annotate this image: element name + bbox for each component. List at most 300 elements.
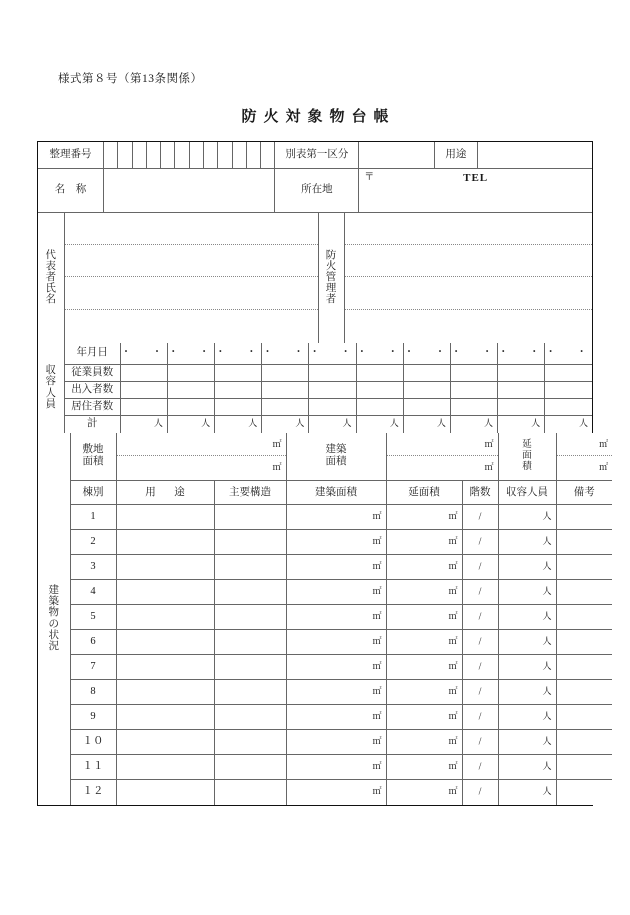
table-row: [38, 755, 612, 780]
label-site-area: 敷地 面積: [70, 433, 116, 481]
unit-slash: /: [478, 586, 482, 598]
unit-person: 人: [542, 561, 552, 572]
label-registration-number: 整理番号: [38, 142, 103, 168]
cell-building-no: 3: [70, 555, 116, 580]
table-row: [38, 705, 612, 730]
cell-capacity[interactable]: [498, 680, 556, 705]
name-address-row: [38, 168, 592, 212]
unit-square-meter: ㎡: [448, 761, 458, 772]
cell-main-structure[interactable]: [214, 755, 286, 780]
capacity-row-date: [38, 343, 592, 365]
cell-building-no: 7: [70, 655, 116, 680]
cell-building-no: 9: [70, 705, 116, 730]
cell-building-area[interactable]: [286, 655, 386, 680]
capacity-date-cell[interactable]: ・ ・: [498, 343, 545, 365]
cell-usage[interactable]: [116, 755, 214, 780]
registration-box[interactable]: [146, 142, 160, 168]
unit-square-meter: ㎡: [372, 586, 382, 597]
cell-usage[interactable]: [116, 730, 214, 755]
form-number: 様式第８号（第13条関係）: [58, 73, 203, 85]
cell-usage[interactable]: [116, 555, 214, 580]
unit-square-meter: ㎡: [484, 462, 494, 473]
unit-square-meter: ㎡: [372, 661, 382, 672]
capacity-cell[interactable]: [498, 399, 545, 416]
capacity-cell[interactable]: [403, 382, 450, 399]
cell-main-structure[interactable]: [214, 655, 286, 680]
cell-building-area[interactable]: [286, 505, 386, 530]
capacity-cell[interactable]: [262, 399, 309, 416]
cell-total-floor-area[interactable]: [386, 580, 462, 605]
cell-capacity[interactable]: [498, 730, 556, 755]
label-capacity-visitors: 出入者数: [64, 382, 120, 399]
cell-total-floor-area[interactable]: [386, 730, 462, 755]
site-area-field[interactable]: [116, 433, 286, 481]
unit-slash: /: [478, 636, 482, 648]
label-usage: 用途: [434, 142, 477, 168]
unit-slash: /: [478, 761, 482, 773]
unit-person: 人: [542, 761, 552, 772]
cell-floors[interactable]: [462, 730, 498, 755]
cell-capacity[interactable]: [498, 705, 556, 730]
cell-building-area[interactable]: [286, 780, 386, 805]
cell-floors[interactable]: [462, 655, 498, 680]
cell-floors[interactable]: [462, 630, 498, 655]
registration-box[interactable]: [203, 142, 217, 168]
unit-square-meter: ㎡: [599, 439, 609, 450]
label-fire-manager: 防 火 管 理 者: [318, 213, 344, 343]
table-row: [38, 555, 612, 580]
fire-manager-field[interactable]: [344, 213, 592, 343]
building-area-field[interactable]: [386, 433, 498, 481]
unit-person: 人: [542, 661, 552, 672]
cell-main-structure[interactable]: [214, 505, 286, 530]
capacity-cell[interactable]: [262, 365, 309, 382]
unit-square-meter: ㎡: [372, 536, 382, 547]
capacity-date-cell[interactable]: ・ ・: [262, 343, 309, 365]
unit-person: 人: [542, 511, 552, 522]
capacity-total-cell[interactable]: [262, 416, 309, 433]
cell-total-floor-area[interactable]: [386, 755, 462, 780]
capacity-date-cell[interactable]: ・ ・: [450, 343, 497, 365]
unit-slash: /: [478, 786, 482, 798]
capacity-cell[interactable]: [262, 382, 309, 399]
cell-main-structure[interactable]: [214, 680, 286, 705]
cell-building-area[interactable]: [286, 680, 386, 705]
capacity-cell[interactable]: [450, 365, 497, 382]
representative-line[interactable]: [65, 310, 318, 343]
address-value[interactable]: [359, 168, 592, 212]
registration-box[interactable]: [175, 142, 189, 168]
capacity-cell[interactable]: [167, 399, 214, 416]
site-area-value[interactable]: [117, 433, 286, 456]
cell-remarks[interactable]: [556, 680, 612, 705]
cell-remarks[interactable]: [556, 530, 612, 555]
cell-main-structure[interactable]: [214, 555, 286, 580]
label-capacity-residents: 居住者数: [64, 399, 120, 416]
cell-main-structure[interactable]: [214, 605, 286, 630]
cell-usage[interactable]: [116, 680, 214, 705]
cell-total-floor-area[interactable]: [386, 630, 462, 655]
building-header-row: [38, 481, 612, 505]
cell-usage[interactable]: [116, 580, 214, 605]
unit-square-meter: ㎡: [372, 561, 382, 572]
cell-building-area[interactable]: [286, 555, 386, 580]
label-total-floor-area: 延 面 積: [498, 433, 556, 481]
cell-building-no: 8: [70, 680, 116, 705]
building-area-value[interactable]: [387, 433, 498, 456]
cell-building-no: 6: [70, 630, 116, 655]
cell-main-structure[interactable]: [214, 780, 286, 805]
building-table: [38, 433, 612, 805]
registration-box[interactable]: [103, 142, 117, 168]
label-capacity: 収 容 人 員: [38, 343, 64, 433]
unit-square-meter: ㎡: [448, 711, 458, 722]
cell-total-floor-area[interactable]: [386, 705, 462, 730]
col-header-main-structure: 主要構造: [214, 481, 286, 505]
cell-usage[interactable]: [116, 605, 214, 630]
capacity-total-cell[interactable]: [120, 416, 167, 433]
cell-remarks[interactable]: [556, 605, 612, 630]
cell-remarks[interactable]: [556, 655, 612, 680]
capacity-row-residents: [38, 399, 592, 416]
representative-name-field[interactable]: [64, 213, 318, 343]
unit-square-meter: ㎡: [448, 611, 458, 622]
cell-usage[interactable]: [116, 505, 214, 530]
unit-square-meter: ㎡: [448, 686, 458, 697]
capacity-cell[interactable]: [309, 399, 356, 416]
capacity-cell[interactable]: [356, 365, 403, 382]
cell-building-area[interactable]: [286, 580, 386, 605]
unit-square-meter: ㎡: [448, 561, 458, 572]
label-appendix-category: 別表第一区分: [275, 142, 359, 168]
cell-total-floor-area[interactable]: [386, 605, 462, 630]
cell-floors[interactable]: [462, 680, 498, 705]
unit-square-meter: ㎡: [448, 586, 458, 597]
capacity-total-cell[interactable]: [215, 416, 262, 433]
unit-square-meter: ㎡: [372, 511, 382, 522]
capacity-total-cell[interactable]: [403, 416, 450, 433]
capacity-cell[interactable]: [450, 382, 497, 399]
unit-square-meter: ㎡: [448, 736, 458, 747]
cell-remarks[interactable]: [556, 505, 612, 530]
label-name: 名 称: [38, 168, 103, 212]
total-floor-area-field[interactable]: [556, 433, 612, 481]
representative-line[interactable]: [65, 245, 318, 277]
col-header-capacity: 収容人員: [498, 481, 556, 505]
cell-floors[interactable]: [462, 505, 498, 530]
capacity-cell[interactable]: [403, 365, 450, 382]
unit-person: 人: [248, 418, 258, 429]
cell-building-no: 1: [70, 505, 116, 530]
identification-table: [38, 142, 592, 213]
capacity-cell[interactable]: [498, 382, 545, 399]
usage-value[interactable]: [477, 142, 592, 168]
capacity-date-cell[interactable]: ・ ・: [545, 343, 592, 365]
cell-remarks[interactable]: [556, 730, 612, 755]
capacity-total-cell[interactable]: [450, 416, 497, 433]
capacity-cell[interactable]: [215, 365, 262, 382]
capacity-cell[interactable]: [167, 382, 214, 399]
label-building-area: 建築 面積: [286, 433, 386, 481]
registration-box[interactable]: [132, 142, 146, 168]
cell-remarks[interactable]: [556, 580, 612, 605]
capacity-total-cell[interactable]: [545, 416, 592, 433]
fire-manager-line[interactable]: [345, 310, 593, 343]
unit-slash: /: [478, 536, 482, 548]
registration-box[interactable]: [189, 142, 203, 168]
cell-capacity[interactable]: [498, 755, 556, 780]
capacity-date-cell[interactable]: ・ ・: [167, 343, 214, 365]
capacity-date-cell[interactable]: ・ ・: [215, 343, 262, 365]
cell-usage[interactable]: [116, 780, 214, 805]
unit-square-meter: ㎡: [448, 636, 458, 647]
unit-slash: /: [478, 611, 482, 623]
unit-square-meter: ㎡: [372, 761, 382, 772]
capacity-row-visitors: [38, 382, 592, 399]
capacity-total-cell[interactable]: [356, 416, 403, 433]
site-area-value[interactable]: [117, 456, 286, 479]
cell-floors[interactable]: [462, 530, 498, 555]
registration-box[interactable]: [246, 142, 260, 168]
cell-usage[interactable]: [116, 705, 214, 730]
unit-person: 人: [542, 786, 552, 797]
capacity-total-cell[interactable]: [309, 416, 356, 433]
cell-building-no: １１: [70, 755, 116, 780]
persons-table: [38, 213, 592, 343]
cell-main-structure[interactable]: [214, 530, 286, 555]
col-header-remarks: 備考: [556, 481, 612, 505]
cell-building-area[interactable]: [286, 755, 386, 780]
unit-person: 人: [201, 418, 211, 429]
fire-manager-line[interactable]: [345, 245, 593, 277]
cell-main-structure[interactable]: [214, 580, 286, 605]
unit-person: 人: [295, 418, 305, 429]
postal-mark-icon: 〒: [364, 171, 375, 183]
unit-square-meter: ㎡: [372, 636, 382, 647]
registration-box[interactable]: [118, 142, 132, 168]
capacity-cell[interactable]: [450, 399, 497, 416]
cell-remarks[interactable]: [556, 780, 612, 805]
cell-building-area[interactable]: [286, 630, 386, 655]
unit-square-meter: ㎡: [448, 511, 458, 522]
unit-slash: /: [478, 561, 482, 573]
registration-box[interactable]: [218, 142, 232, 168]
table-row: [38, 580, 612, 605]
label-capacity-date: 年月日: [64, 343, 120, 365]
registration-box[interactable]: [161, 142, 175, 168]
table-row: [38, 680, 612, 705]
label-capacity-employees: 従業員数: [64, 365, 120, 382]
unit-square-meter: ㎡: [372, 736, 382, 747]
unit-person: 人: [389, 418, 399, 429]
unit-person: 人: [542, 711, 552, 722]
unit-square-meter: ㎡: [372, 686, 382, 697]
cell-building-area[interactable]: [286, 705, 386, 730]
capacity-cell[interactable]: [498, 365, 545, 382]
capacity-cell[interactable]: [120, 399, 167, 416]
cell-capacity[interactable]: [498, 605, 556, 630]
cell-capacity[interactable]: [498, 555, 556, 580]
unit-square-meter: ㎡: [484, 439, 494, 450]
cell-main-structure[interactable]: [214, 705, 286, 730]
table-row: [38, 530, 612, 555]
capacity-cell[interactable]: [545, 365, 592, 382]
col-header-building-area: 建築面積: [286, 481, 386, 505]
col-header-usage: 用 途: [116, 481, 214, 505]
col-header-total-floor-area: 延面積: [386, 481, 462, 505]
unit-person: 人: [153, 418, 163, 429]
total-floor-area-value[interactable]: [557, 456, 613, 479]
representative-line[interactable]: [65, 277, 318, 310]
cell-usage[interactable]: [116, 530, 214, 555]
cell-building-no: 5: [70, 605, 116, 630]
registration-box[interactable]: [261, 142, 275, 168]
capacity-date-cell[interactable]: ・ ・: [309, 343, 356, 365]
capacity-cell[interactable]: [120, 365, 167, 382]
cell-capacity[interactable]: [498, 530, 556, 555]
capacity-cell[interactable]: [545, 382, 592, 399]
capacity-date-cell[interactable]: ・ ・: [403, 343, 450, 365]
form-table-frame: [37, 141, 609, 806]
col-header-building-no: 棟別: [70, 481, 116, 505]
cell-building-no: １０: [70, 730, 116, 755]
capacity-cell[interactable]: [545, 399, 592, 416]
cell-floors[interactable]: [462, 605, 498, 630]
unit-person: 人: [542, 736, 552, 747]
unit-square-meter: ㎡: [372, 786, 382, 797]
cell-remarks[interactable]: [556, 755, 612, 780]
table-row: [38, 605, 612, 630]
capacity-cell[interactable]: [120, 382, 167, 399]
cell-floors[interactable]: [462, 555, 498, 580]
capacity-row-employees: [38, 365, 592, 382]
representative-line[interactable]: [65, 213, 318, 245]
unit-person: 人: [531, 418, 541, 429]
registration-row: [38, 142, 592, 168]
persons-row: [38, 213, 592, 343]
label-representative-name: 代 表 者 氏 名: [38, 213, 64, 343]
label-capacity-total: 計: [64, 416, 120, 433]
capacity-row-total: [38, 416, 592, 433]
unit-person: 人: [542, 536, 552, 547]
table-row: [38, 505, 612, 530]
label-location: 所在地: [275, 168, 359, 212]
label-building-status: 建 築 物 の 状 況: [38, 433, 70, 805]
total-floor-area-value[interactable]: [557, 433, 613, 456]
unit-slash: /: [478, 661, 482, 673]
cell-main-structure[interactable]: [214, 630, 286, 655]
cell-total-floor-area[interactable]: [386, 555, 462, 580]
cell-capacity[interactable]: [498, 655, 556, 680]
capacity-cell[interactable]: [356, 382, 403, 399]
capacity-total-cell[interactable]: [167, 416, 214, 433]
cell-capacity[interactable]: [498, 780, 556, 805]
cell-capacity[interactable]: [498, 630, 556, 655]
unit-person: 人: [578, 418, 588, 429]
fire-manager-line[interactable]: [345, 213, 593, 245]
registration-box[interactable]: [232, 142, 246, 168]
cell-total-floor-area[interactable]: [386, 680, 462, 705]
unit-slash: /: [478, 736, 482, 748]
tel-label: TEL: [463, 171, 489, 184]
cell-capacity[interactable]: [498, 580, 556, 605]
capacity-cell[interactable]: [309, 382, 356, 399]
unit-person: 人: [436, 418, 446, 429]
cell-floors[interactable]: [462, 755, 498, 780]
cell-remarks[interactable]: [556, 630, 612, 655]
unit-slash: /: [478, 711, 482, 723]
capacity-cell[interactable]: [309, 365, 356, 382]
cell-building-area[interactable]: [286, 530, 386, 555]
cell-usage[interactable]: [116, 630, 214, 655]
unit-square-meter: ㎡: [372, 711, 382, 722]
table-row: [38, 780, 612, 805]
capacity-cell[interactable]: [215, 382, 262, 399]
unit-person: 人: [542, 611, 552, 622]
building-area-value[interactable]: [387, 456, 498, 479]
cell-remarks[interactable]: [556, 705, 612, 730]
unit-square-meter: ㎡: [272, 462, 282, 473]
cell-total-floor-area[interactable]: [386, 530, 462, 555]
unit-slash: /: [478, 686, 482, 698]
unit-slash: /: [478, 511, 482, 523]
table-row: [38, 730, 612, 755]
capacity-cell[interactable]: [167, 365, 214, 382]
cell-total-floor-area[interactable]: [386, 655, 462, 680]
table-row: [38, 630, 612, 655]
cell-total-floor-area[interactable]: [386, 780, 462, 805]
capacity-table: [38, 343, 592, 433]
unit-person: 人: [542, 586, 552, 597]
unit-person: 人: [484, 418, 494, 429]
cell-total-floor-area[interactable]: [386, 505, 462, 530]
cell-usage[interactable]: [116, 655, 214, 680]
unit-person: 人: [542, 636, 552, 647]
col-header-floors: 階数: [462, 481, 498, 505]
name-value[interactable]: [103, 168, 275, 212]
appendix-category-value[interactable]: [359, 142, 435, 168]
cell-building-area[interactable]: [286, 730, 386, 755]
cell-building-area[interactable]: [286, 605, 386, 630]
cell-main-structure[interactable]: [214, 730, 286, 755]
capacity-total-cell[interactable]: [498, 416, 545, 433]
cell-capacity[interactable]: [498, 505, 556, 530]
page-title: 防火対象物台帳: [241, 109, 396, 125]
capacity-date-cell[interactable]: ・ ・: [120, 343, 167, 365]
unit-square-meter: ㎡: [448, 786, 458, 797]
unit-square-meter: ㎡: [372, 611, 382, 622]
table-row: [38, 655, 612, 680]
unit-square-meter: ㎡: [599, 462, 609, 473]
cell-remarks[interactable]: [556, 555, 612, 580]
cell-floors[interactable]: [462, 780, 498, 805]
cell-floors[interactable]: [462, 705, 498, 730]
cell-building-no: 2: [70, 530, 116, 555]
capacity-cell[interactable]: [403, 399, 450, 416]
cell-floors[interactable]: [462, 580, 498, 605]
unit-square-meter: ㎡: [448, 536, 458, 547]
unit-square-meter: ㎡: [448, 661, 458, 672]
area-row: [38, 433, 612, 481]
fire-manager-line[interactable]: [345, 277, 593, 310]
cell-building-no: 4: [70, 580, 116, 605]
capacity-date-cell[interactable]: ・ ・: [356, 343, 403, 365]
capacity-cell[interactable]: [215, 399, 262, 416]
unit-person: 人: [342, 418, 352, 429]
cell-building-no: １２: [70, 780, 116, 805]
unit-square-meter: ㎡: [272, 439, 282, 450]
capacity-cell[interactable]: [356, 399, 403, 416]
